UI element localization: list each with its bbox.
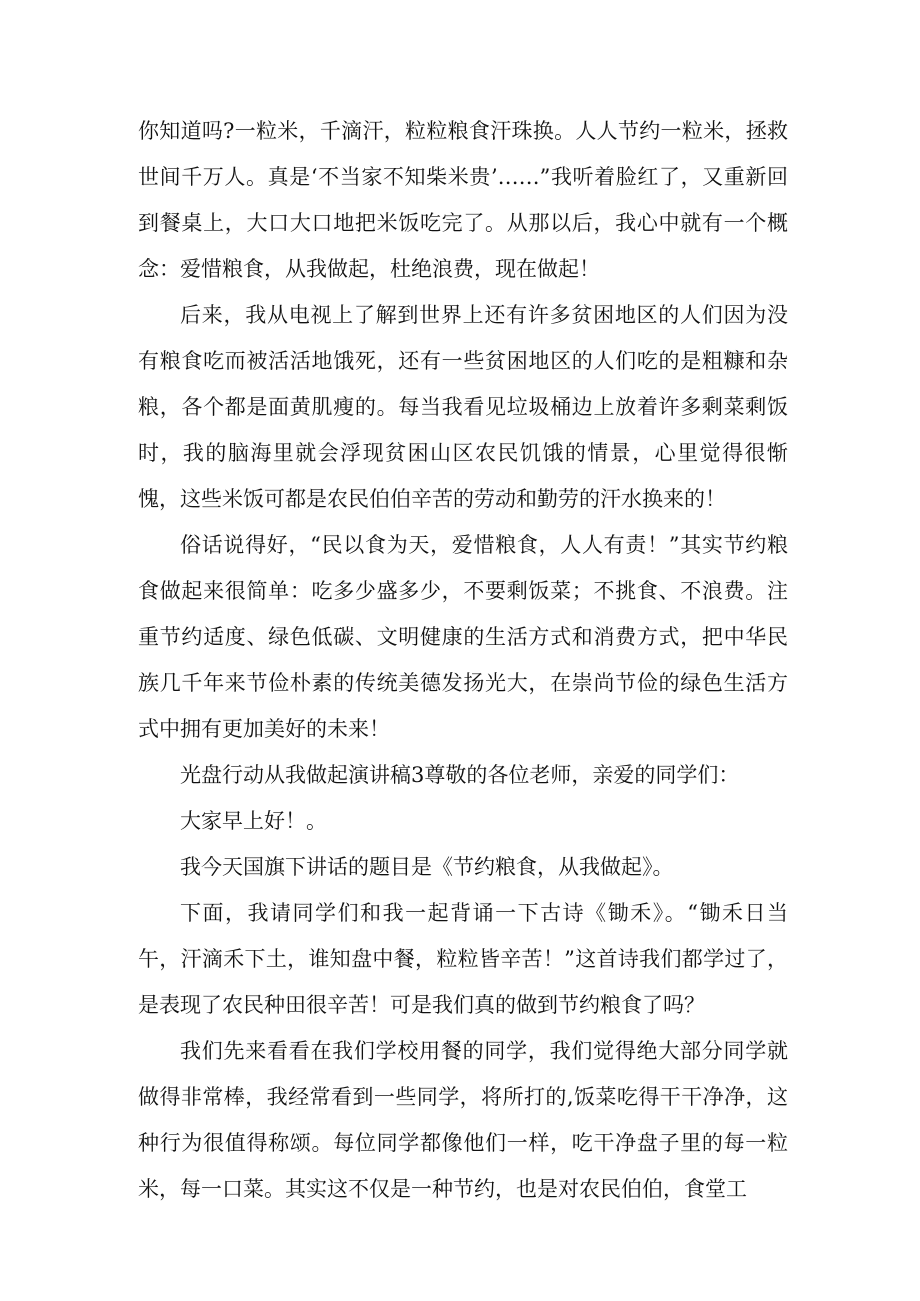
paragraph-5-greeting: 大家早上好！。: [180, 809, 327, 833]
paragraph-6-topic: 我今天国旗下讲话的题目是《节约粮食，从我做起》。: [180, 855, 674, 879]
paragraph-1: 你知道吗?一粒米，千滴汗，粒粒粮食汗珠换。人人节约一粒米，拯救世间千万人。真是‘不当家不知柴米贵’……”我听着脸红了，又重新回到餐桌上，大口大口地把米饭吃完了。从那以后，我心中就有一个概念：爱惜粮食，从我做起，杜绝浪费，现在做起！: [138, 119, 788, 281]
paragraph-8: 我们先来看看在我们学校用餐的同学，我们觉得绝大部分同学就做得非常棒，我经常看到一些同学，将所打的,饭菜吃得干干净净，这种行为很值得称颂。每位同学都像他们一样，吃干净盘子里的每一粒米，每一口菜。其实这不仅是一种节约，也是对农民伯伯，食堂工: [138, 1039, 788, 1201]
paragraph-3: 俗话说得好，“民以食为天，爱惜粮食，人人有责！”其实节约粮食做起来很简单：吃多少盛多少，不要剩饭菜；不挑食、不浪费。注重节约适度、绿色低碳、文明健康的生活方式和消费方式，把中华民族几千年来节俭朴素的传统美德发扬光大，在崇尚节俭的绿色生活方式中拥有更加美好的未来！: [138, 533, 788, 741]
paragraph-2: 后来，我从电视上了解到世界上还有许多贫困地区的人们因为没有粮食吃而被活活地饿死，还有一些贫困地区的人们吃的是粗糠和杂粮，各个都是面黄肌瘦的。每当我看见垃圾桶边上放着许多剩菜剩饭时，我的脑海里就会浮现贫困山区农民饥饿的情景，心里觉得很惭愧，这些米饭可都是农民伯伯辛苦的劳动和勤劳的汗水换来的！: [138, 303, 788, 511]
document-body: [138, 108, 788, 1212]
paragraph-7: 下面，我请同学们和我一起背诵一下古诗《锄禾》。“锄禾日当午，汗滴禾下土，谁知盘中餐，粒粒皆辛苦！”这首诗我们都学过了，是表现了农民种田很辛苦！可是我们真的做到节约粮食了吗？: [138, 901, 788, 1017]
paragraph-4-heading: 光盘行动从我做起演讲稿3尊敬的各位老师，亲爱的同学们：: [180, 763, 740, 787]
